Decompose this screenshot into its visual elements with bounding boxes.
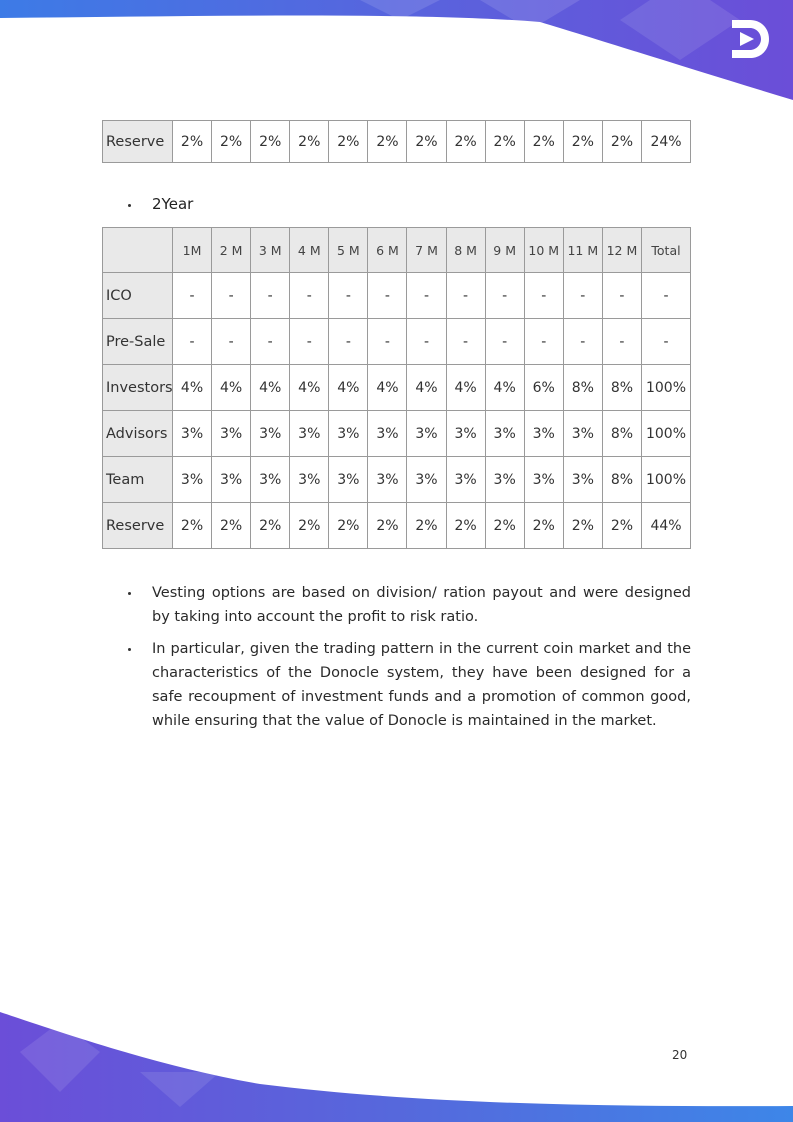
table-cell: 2% <box>407 503 446 549</box>
table-cell: 3% <box>485 411 524 457</box>
table-cell: 4% <box>329 365 368 411</box>
table-cell: 2% <box>524 503 563 549</box>
vesting-schedule-table <box>102 227 691 549</box>
table-cell: 6% <box>524 365 563 411</box>
table-cell: 2% <box>329 121 368 163</box>
table-cell: 3% <box>329 457 368 503</box>
table-cell: 2% <box>407 121 446 163</box>
row-label: Reserve <box>103 121 173 163</box>
table-cell: 4% <box>290 365 329 411</box>
table-corner-cell <box>103 228 173 273</box>
table-cell: 2% <box>368 121 407 163</box>
table-cell-total: 100% <box>642 411 691 457</box>
table-cell: - <box>563 273 602 319</box>
column-header: 4 M <box>290 228 329 273</box>
column-header: 9 M <box>485 228 524 273</box>
table-cell: - <box>173 319 212 365</box>
table-row <box>103 457 691 503</box>
table-cell: - <box>212 319 251 365</box>
header-banner <box>0 0 793 100</box>
table-cell: 2% <box>173 503 212 549</box>
table-cell: 2% <box>251 121 290 163</box>
table-cell: - <box>368 273 407 319</box>
table-cell: - <box>602 319 641 365</box>
bullet-dot <box>128 204 131 207</box>
table-cell: 3% <box>251 411 290 457</box>
table-cell: - <box>407 319 446 365</box>
table-cell: 4% <box>212 365 251 411</box>
table-cell: 2% <box>290 121 329 163</box>
table-cell: 2% <box>212 503 251 549</box>
bullet-paragraph: Vesting options are based on division/ ration payout and were designed by taking into account the profit to risk ratio. <box>152 585 691 625</box>
table-cell: - <box>485 273 524 319</box>
table-cell: 3% <box>368 457 407 503</box>
column-header: 12 M <box>602 228 641 273</box>
bullet-dot <box>128 592 131 595</box>
table-cell: 4% <box>251 365 290 411</box>
table-cell: 2% <box>563 121 602 163</box>
table-cell: 2% <box>368 503 407 549</box>
table-cell: 3% <box>173 457 212 503</box>
table-row <box>103 273 691 319</box>
table-cell: 4% <box>368 365 407 411</box>
table-cell: 3% <box>407 457 446 503</box>
column-header: 3 M <box>251 228 290 273</box>
table-cell: - <box>290 273 329 319</box>
table-cell: - <box>173 273 212 319</box>
table-cell: 3% <box>563 411 602 457</box>
table-cell: 3% <box>212 457 251 503</box>
table-cell: 3% <box>524 411 563 457</box>
table-cell: 3% <box>407 411 446 457</box>
column-header: 7 M <box>407 228 446 273</box>
table-cell: 3% <box>446 411 485 457</box>
table-row <box>103 121 691 163</box>
row-label: Pre-Sale <box>103 319 173 365</box>
column-header: 1M <box>173 228 212 273</box>
table-cell: 4% <box>446 365 485 411</box>
table-cell: - <box>290 319 329 365</box>
table-header-row <box>103 228 691 273</box>
table-cell: - <box>563 319 602 365</box>
table-cell-total: - <box>642 273 691 319</box>
table-cell-total: 100% <box>642 457 691 503</box>
table-cell: 3% <box>173 411 212 457</box>
table-cell: - <box>524 319 563 365</box>
table-cell: - <box>368 319 407 365</box>
page-number: 20 <box>672 1048 688 1062</box>
column-header: 2 M <box>212 228 251 273</box>
table-cell-total: 100% <box>642 365 691 411</box>
table-cell: 8% <box>563 365 602 411</box>
table-cell: - <box>212 273 251 319</box>
row-label: Team <box>103 457 173 503</box>
table-cell: 8% <box>602 411 641 457</box>
table-cell: 3% <box>524 457 563 503</box>
table-cell: 2% <box>563 503 602 549</box>
table-cell: 2% <box>485 503 524 549</box>
table-cell: 3% <box>563 457 602 503</box>
row-label: Advisors <box>103 411 173 457</box>
table-cell: 2% <box>524 121 563 163</box>
table-row <box>103 365 691 411</box>
table-cell: - <box>446 273 485 319</box>
table-row <box>103 411 691 457</box>
table-cell-total: 24% <box>642 121 691 163</box>
reserve-continuation-table <box>102 120 691 163</box>
table-cell-total: 44% <box>642 503 691 549</box>
column-header: 6 M <box>368 228 407 273</box>
table-cell: 2% <box>173 121 212 163</box>
table-cell: 2% <box>446 121 485 163</box>
table-cell: 2% <box>329 503 368 549</box>
table-cell: - <box>485 319 524 365</box>
table-cell: 3% <box>251 457 290 503</box>
table-cell: 2% <box>485 121 524 163</box>
table-cell: 3% <box>368 411 407 457</box>
table-cell: - <box>329 273 368 319</box>
table-cell: 2% <box>290 503 329 549</box>
table-cell: 2% <box>212 121 251 163</box>
table-cell: 8% <box>602 457 641 503</box>
table-cell: 4% <box>407 365 446 411</box>
table-cell: 3% <box>290 457 329 503</box>
table-cell: 3% <box>329 411 368 457</box>
row-label: Reserve <box>103 503 173 549</box>
table-cell: 3% <box>446 457 485 503</box>
table-row <box>103 319 691 365</box>
footer-banner <box>0 1012 793 1122</box>
table-cell: - <box>446 319 485 365</box>
bullet-paragraph: In particular, given the trading pattern in the current coin market and the characteristics of the Donocle system, they have been designed for a safe recoupment of investment funds and a promotion of common good, while ensuring that the value of Donocle is maintained in the market. <box>152 641 691 729</box>
table-cell: 2% <box>602 121 641 163</box>
table-cell: 2% <box>602 503 641 549</box>
table-cell: - <box>251 273 290 319</box>
table-cell: 3% <box>212 411 251 457</box>
table-cell: 2% <box>446 503 485 549</box>
table-row <box>103 503 691 549</box>
column-header-total: Total <box>642 228 691 273</box>
table-cell: - <box>407 273 446 319</box>
row-label: ICO <box>103 273 173 319</box>
section-title: 2Year <box>152 195 194 213</box>
table-cell: 2% <box>251 503 290 549</box>
table-cell-total: - <box>642 319 691 365</box>
table-cell: 4% <box>485 365 524 411</box>
table-cell: 4% <box>173 365 212 411</box>
column-header: 10 M <box>524 228 563 273</box>
column-header: 5 M <box>329 228 368 273</box>
table-cell: 3% <box>485 457 524 503</box>
table-cell: 8% <box>602 365 641 411</box>
table-cell: - <box>251 319 290 365</box>
donocle-logo-icon <box>724 14 774 64</box>
table-cell: - <box>524 273 563 319</box>
column-header: 11 M <box>563 228 602 273</box>
bullet-dot <box>128 648 131 651</box>
table-cell: - <box>329 319 368 365</box>
row-label: Investors <box>103 365 173 411</box>
table-cell: 3% <box>290 411 329 457</box>
table-cell: - <box>602 273 641 319</box>
column-header: 8 M <box>446 228 485 273</box>
